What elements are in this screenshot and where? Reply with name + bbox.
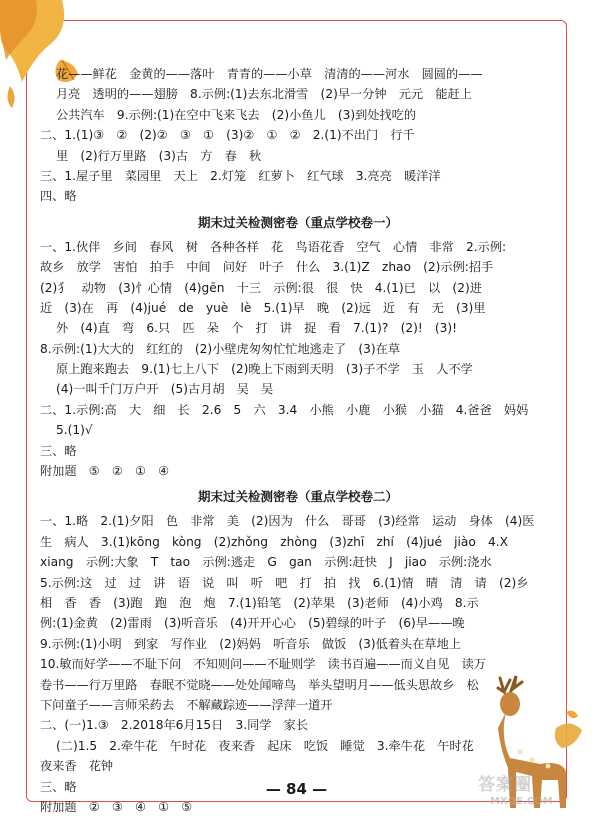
answer-line: 8.示例:(1)大大的 红红的 (2)小壁虎匆匆忙忙地逃走了 (3)在草: [40, 341, 401, 356]
answer-line: 9.示例:(1)小明 到家 写作业 (2)妈妈 听音乐 做饭 (3)低着头在草地上: [40, 636, 461, 651]
answer-line: 月亮 透明的——翅膀 8.示例:(1)去东北滑雪 (2)早一分钟 元元 能赶上: [56, 87, 472, 102]
answer-line: 三、略: [40, 779, 77, 794]
answer-line: 三、略: [40, 443, 77, 458]
answer-line: 一、1.略 2.(1)夕阳 色 非常 美 (2)因为 什么 哥哥 (3)经常 运动 身体 (4)医: [40, 514, 535, 529]
answer-line: 二、(一)1.③ 2.2018年6月15日 3.同学 家长: [40, 718, 309, 733]
answer-line: 卷书——行万里路 春眠不觉晓——处处闻啼鸟 举头望明月——低头思故乡 松: [40, 677, 479, 692]
answer-line: 相 香 香 (3)跑 跑 泡 炮 7.(1)铅笔 (2)苹果 (3)老师 (4)小鸡 8.示: [40, 595, 479, 610]
answer-line: 近 (3)在 再 (4)jué de yuè lè 5.(1)早 晚 (2)远 近 有 无 (3)里: [40, 300, 486, 315]
section-title: 期末过关检测密卷（重点学校卷二）: [197, 489, 398, 505]
watermark-url: MXQE.COM: [490, 796, 553, 807]
section-title: 期末过关检测密卷（重点学校卷一）: [197, 214, 398, 230]
answer-line: 附加题 ② ③ ④ ① ⑤: [40, 799, 193, 814]
watermark: 答案圈: [478, 775, 532, 795]
answer-line: 里 (2)行万里路 (3)古 方 春 秋: [56, 148, 262, 163]
answer-line: 花——鲜花 金黄的——落叶 青青的——小草 清清的——河水 圆圆的——: [56, 67, 483, 81]
answer-line: 三、1.屋子里 菜园里 天上 2.灯笼 红萝卜 红气球 3.亮亮 暖洋洋: [40, 168, 441, 183]
page-number: — 84 —: [265, 780, 328, 798]
answer-line: 原上跑来跑去 9.(1)七上八下 (2)晚上下雨到天明 (3)子不学 玉 人不学: [56, 362, 473, 377]
answer-line: 10.敏而好学——不耻下问 不知则问——不耻则学 读书百遍——而义自见 读万: [40, 657, 486, 672]
answer-line: 二、1.(1)③ ② (2)② ③ ① (3)② ① ② 2.(1)不出门 行千: [40, 128, 415, 143]
answer-line: 生 病人 3.(1)kōng kòng (2)zhǒng zhòng (3)zhī zhí (4)jué jiào 4.X: [40, 534, 509, 549]
answer-line: xiang 示例:大象 T tao 示例:逃走 G gan 示例:赶快 J jiao 示例:浇水: [40, 555, 492, 570]
answer-line: 一、1.伙伴 乡间 春风 树 各种各样 花 鸟语花香 空气 心情 非常 2.示例:: [40, 239, 507, 254]
answer-line: 二、1.示例:高 大 细 长 2.6 5 六 3.4 小熊 小鹿 小猴 小猫 4.爸爸 妈妈: [40, 402, 529, 417]
answer-line: 5.(1)√: [56, 423, 93, 438]
answer-line: (4)一叫千门万户开 (5)古月胡 吴 吴: [56, 382, 274, 397]
answer-line: 夜来香 花钟: [40, 759, 114, 774]
answer-line: 附加题 ⑤ ② ① ④: [40, 464, 170, 479]
answer-line: 四、略: [40, 189, 77, 204]
answer-line: 5.示例:这 过 过 讲 语 说 叫 听 吧 打 拍 找 6.(1)情 晴 清 请 (2)乡: [40, 575, 529, 590]
answer-line: 故乡 放学 害怕 拍手 中间 问好 叶子 什么 3.(1)Z zhao (2)示例:招手: [40, 260, 494, 275]
answer-line: (2)犭 动物 (3)忄心情 (4)gēn 十三 示例:很 很 快 4.(1)已 以 (2)进: [40, 280, 482, 295]
answer-line: 下问童子——言师采药去 不解藏踪迹——浮萍一道开: [40, 697, 333, 712]
answer-line: 公共汽车 9.示例:(1)在空中飞来飞去 (2)小鱼儿 (3)到处找吃的: [56, 107, 417, 122]
answer-line: (二)1.5 2.牵牛花 午时花 夜来香 起床 吃饭 睡觉 3.牵牛花 午时花: [56, 738, 474, 753]
answer-line: 例:(1)金黄 (2)雷雨 (3)听音乐 (4)开开心心 (5)碧绿的叶子 (6)早——晚: [40, 616, 465, 631]
answer-line: 外 (4)直 弯 6.只 匹 朵 个 打 讲 捉 看 7.(1)? (2)! (3)!: [56, 321, 458, 336]
